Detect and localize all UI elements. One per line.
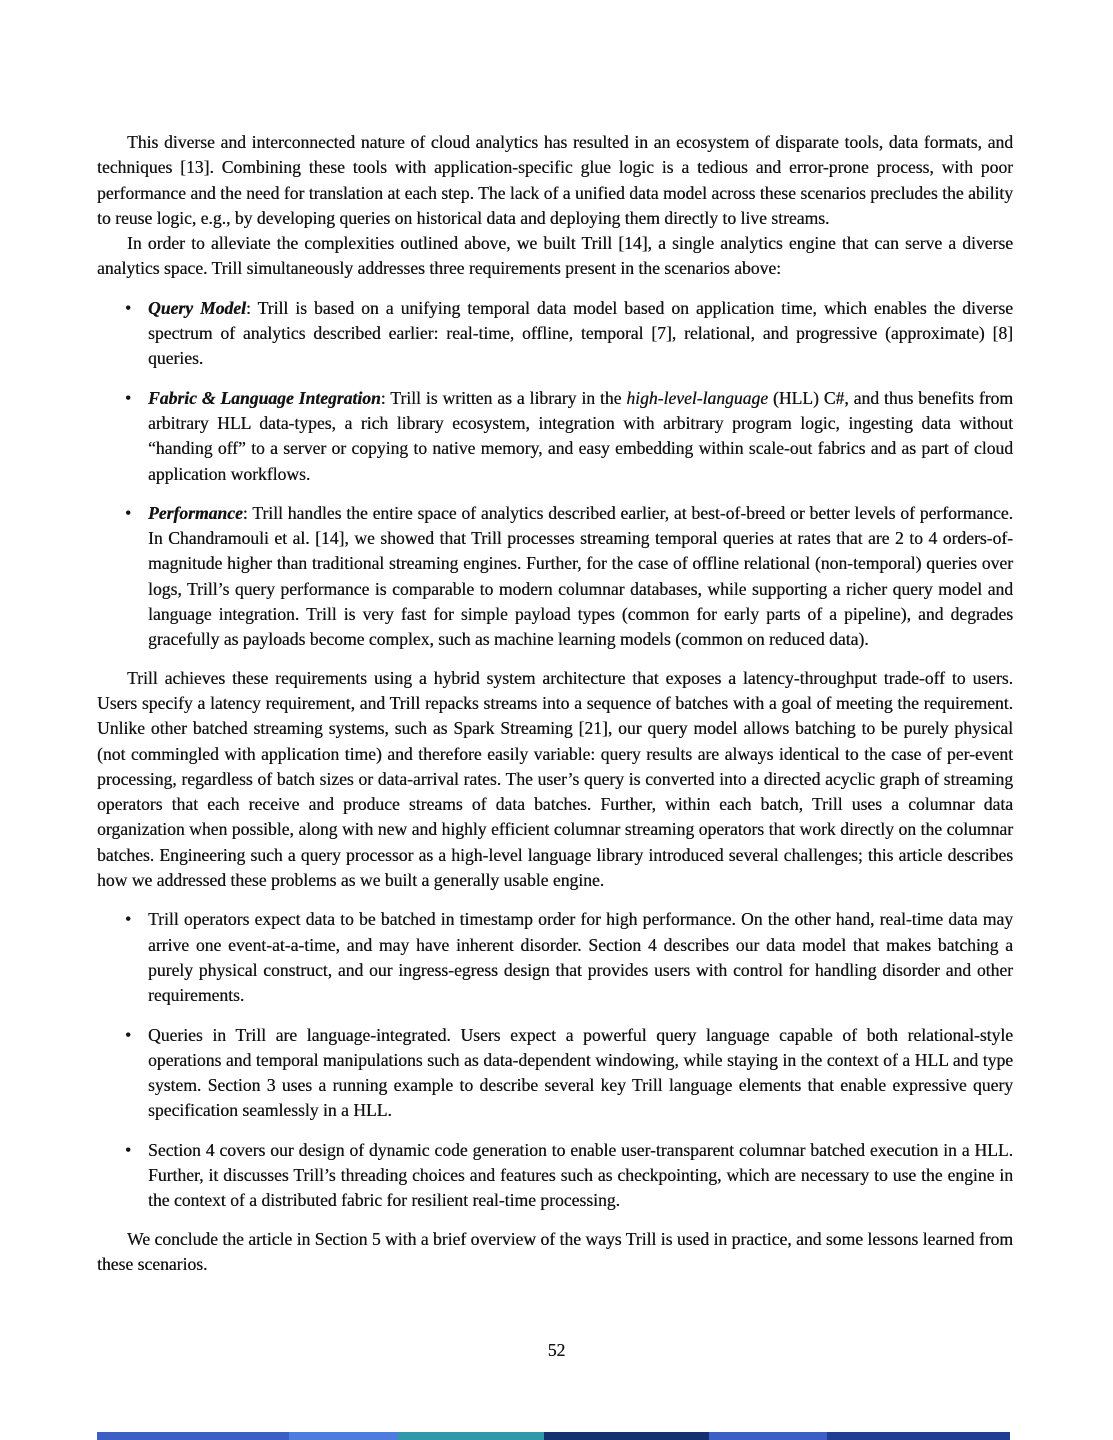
bullet-icon: • bbox=[125, 909, 132, 930]
paragraph-trill-intro: In order to alleviate the complexities outlined above, we built Trill [14], a single analytics engine that can serve a diverse analytics space. Trill simultaneously addresses three requirements present in the scenarios above: bbox=[97, 233, 1013, 279]
list-item-lead: Performance bbox=[148, 502, 243, 523]
list-item-italic-term: high-level-language bbox=[626, 387, 769, 408]
page-content bbox=[97, 130, 1013, 1277]
footer-bar-segment bbox=[544, 1432, 708, 1440]
list-item-query-model bbox=[125, 296, 1013, 372]
paragraph-architecture: Trill achieves these requirements using a hybrid system architecture that exposes a latency-throughput trade-off to users. Users specify a latency requirement, and Trill repacks streams into a sequence of batches with a goal of meeting the requirement. Unlike other batched streaming systems, such as Spark Streaming [21], our query model allows batching to be purely physical (not commingled with application time) and therefore easily variable: query results are always identical to the case of per-event processing, regardless of batch sizes or data-arrival rates. The user’s query is converted into a directed acyclic graph of streaming operators that each receive and produce streams of data batches. Further, within each batch, Trill uses a columnar data organization when possible, along with new and highly efficient columnar streaming operators that work directly on the columnar batches. Engineering such a query processor as a high-level language library introduced several challenges; this article describes how we addressed these problems as we built a generally usable engine. bbox=[97, 667, 1013, 891]
list-item-text: : Trill is written as a library in the bbox=[380, 387, 627, 408]
bullet-icon: • bbox=[125, 502, 132, 523]
paragraph-intro: This diverse and interconnected nature of cloud analytics has resulted in an ecosystem of disparate tools, data formats, and techniques [13]. Combining these tools with application-specific glue logic is a tedious and error-prone process, with poor performance and the need for translation at each step. The lack of a unified data model across these scenarios precludes the ability to reuse logic, e.g., by developing queries on historical data and deploying them directly to live streams. bbox=[97, 132, 1013, 228]
list-item-batching bbox=[125, 907, 1013, 1008]
list-item-lead: Query Model bbox=[148, 297, 246, 318]
list-item-text: Queries in Trill are language-integrated. Users expect a powerful query language capable of both relational-style operations and temporal manipulations such as data-dependent windowing, while staying in the context of a HLL and type system. Section 3 uses a running example to describe several key Trill language elements that enable expressive query specification seamlessly in a HLL. bbox=[148, 1024, 1013, 1121]
footer-bar-segment bbox=[97, 1432, 289, 1440]
bullet-icon: • bbox=[125, 1024, 132, 1045]
list-item-lead: Fabric & Language Integration bbox=[148, 387, 381, 408]
list-item-fabric-language bbox=[125, 386, 1013, 487]
footer-bar-segment bbox=[827, 1432, 1010, 1440]
footer-bar-segment bbox=[398, 1432, 544, 1440]
list-item-text: : Trill is based on a unifying temporal data model based on application time, which enables the diverse spectrum of analytics described earlier: real-time, offline, temporal [7], relational, and progressive (approximate) [8] queries. bbox=[148, 297, 1013, 369]
bullet-icon: • bbox=[125, 297, 132, 318]
page-number: 52 bbox=[547, 1340, 566, 1360]
list-item-language-integrated bbox=[125, 1023, 1013, 1124]
list-item-text: (HLL) C#, and thus benefits from arbitrary HLL data-types, a rich library ecosystem, integration with arbitrary program logic, ingesting data without “handing off” to a server or copying to native memory, and easy embedding within scale-out fabrics and as part of cloud application workflows. bbox=[148, 387, 1013, 484]
list-item-code-generation bbox=[125, 1138, 1013, 1214]
footer-bar-segment bbox=[289, 1432, 399, 1440]
requirements-list bbox=[97, 296, 1013, 653]
list-item-text: Trill operators expect data to be batched in timestamp order for high performance. On the other hand, real-time data may arrive one event-at-a-time, and may have inherent disorder. Section 4 describes our data model that makes batching a purely physical construct, and our ingress-egress design that provides users with control for handling disorder and other requirements. bbox=[148, 909, 1013, 1006]
contributions-list bbox=[97, 907, 1013, 1213]
list-item-text: Section 4 covers our design of dynamic code generation to enable user-transparent columnar batched execution in a HLL. Further, it discusses Trill’s threading choices and features such as checkpointing, which are necessary to use the engine in the context of a distributed fabric for resilient real-time processing. bbox=[148, 1139, 1013, 1211]
footer-bar-segment bbox=[709, 1432, 828, 1440]
bullet-icon: • bbox=[125, 387, 132, 408]
bullet-icon: • bbox=[125, 1139, 132, 1160]
list-item-performance bbox=[125, 501, 1013, 653]
paragraph-conclusion: We conclude the article in Section 5 with a brief overview of the ways Trill is used in practice, and some lessons learned from these scenarios. bbox=[97, 1228, 1013, 1274]
list-item-text: : Trill handles the entire space of analytics described earlier, at best-of-breed or better levels of performance. In Chandramouli et al. [14], we showed that Trill processes streaming temporal queries at rates that are 2 to 4 orders-of-magnitude higher than traditional streaming engines. Further, for the case of offline relational (non-temporal) queries over logs, Trill’s query performance is comparable to modern columnar databases, while supporting a richer query model and language integration. Trill is very fast for simple payload types (common for early parts of a pipeline), and degrades gracefully as payloads become complex, such as machine learning models (common on reduced data). bbox=[148, 502, 1013, 650]
footer-progress-bar bbox=[97, 1432, 1010, 1440]
